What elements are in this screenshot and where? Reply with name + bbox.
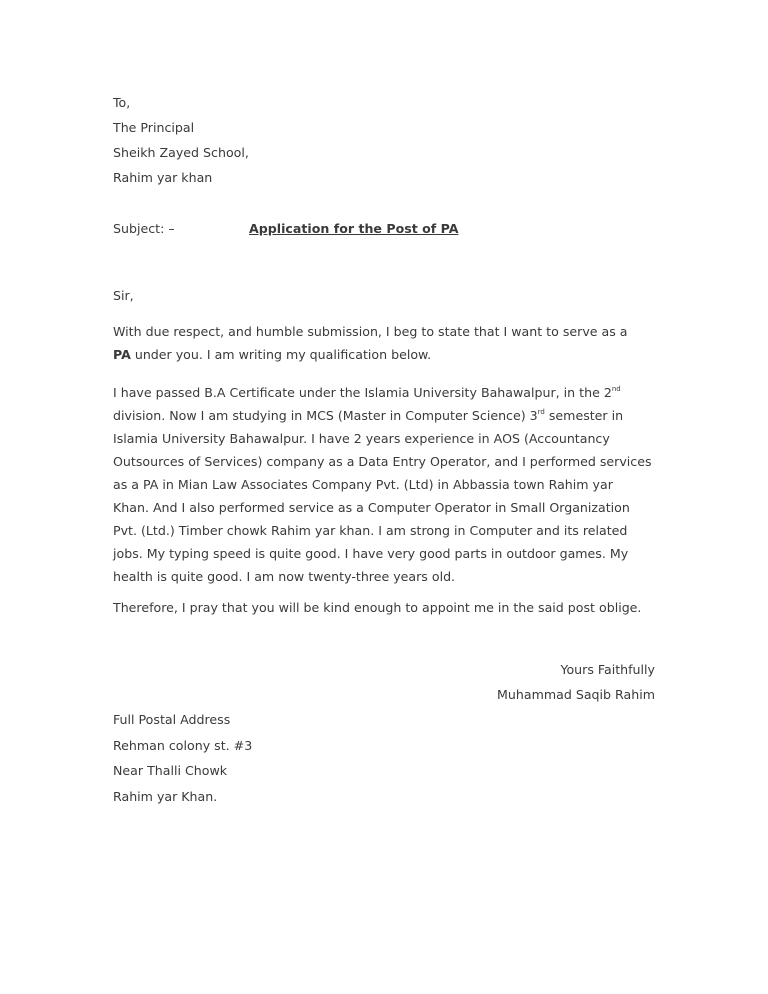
recipient-line-1: The Principal [113,120,195,135]
qualification-line-4: Outsources of Services) company as a Data Entry Operator, and I performed services [113,454,652,469]
qualification-line-1 [113,381,658,404]
sender-address-line-3: Rahim yar Khan. [113,789,218,804]
letter-page [113,0,658,994]
sender-address-heading: Full Postal Address [113,712,231,727]
qualification-line-8: jobs. My typing speed is quite good. I have very good parts in outdoor games. My [113,546,629,561]
recipient-line-3: Rahim yar khan [113,170,213,185]
qualification-line-7: Pvt. (Ltd.) Timber chowk Rahim yar khan. I am strong in Computer and its related [113,523,628,538]
subject-title: Application for the Post of PA [249,221,459,236]
qualification-text-2: division. Now I am studying in MCS (Master in Computer Science) 3 [113,408,538,423]
intro-rest: under you. I am writing my qualification below. [130,347,432,362]
closing-paragraph: Therefore, I pray that you will be kind enough to appoint me in the said post oblige. [113,600,642,615]
qualification-line-6: Khan. And I also performed service as a Computer Operator in Small Organization [113,500,630,515]
qualification-paragraph [113,381,658,588]
subject-label: Subject: – [113,221,175,236]
greeting: Sir, [113,288,134,303]
qualification-line-2 [113,404,658,427]
intro-paragraph [113,320,658,366]
sender-address-line-1: Rehman colony st. #3 [113,738,253,753]
sender-address-line-2: Near Thalli Chowk [113,763,228,778]
qualification-text-1: I have passed B.A Certificate under the Islamia University Bahawalpur, in the 2 [113,385,612,400]
intro-line-2 [113,343,658,366]
qualification-line-9: health is quite good. I am now twenty-three years old. [113,569,456,584]
qualification-line-5: as a PA in Mian Law Associates Company Pvt. (Ltd) in Abbassia town Rahim yar [113,477,613,492]
qualification-line-3: Islamia University Bahawalpur. I have 2 years experience in AOS (Accountancy [113,431,610,446]
recipient-line-2: Sheikh Zayed School, [113,145,249,160]
superscript-rd: rd [537,408,545,416]
signoff-name: Muhammad Saqib Rahim [497,687,655,702]
superscript-nd: nd [611,385,621,393]
signoff-closing: Yours Faithfully [560,662,655,677]
recipient-salutation: To, [113,95,131,110]
qualification-text-3: semester in [544,408,624,423]
intro-line-1: With due respect, and humble submission, I beg to state that I want to serve as a [113,324,628,339]
intro-bold-pa: PA [113,347,131,362]
